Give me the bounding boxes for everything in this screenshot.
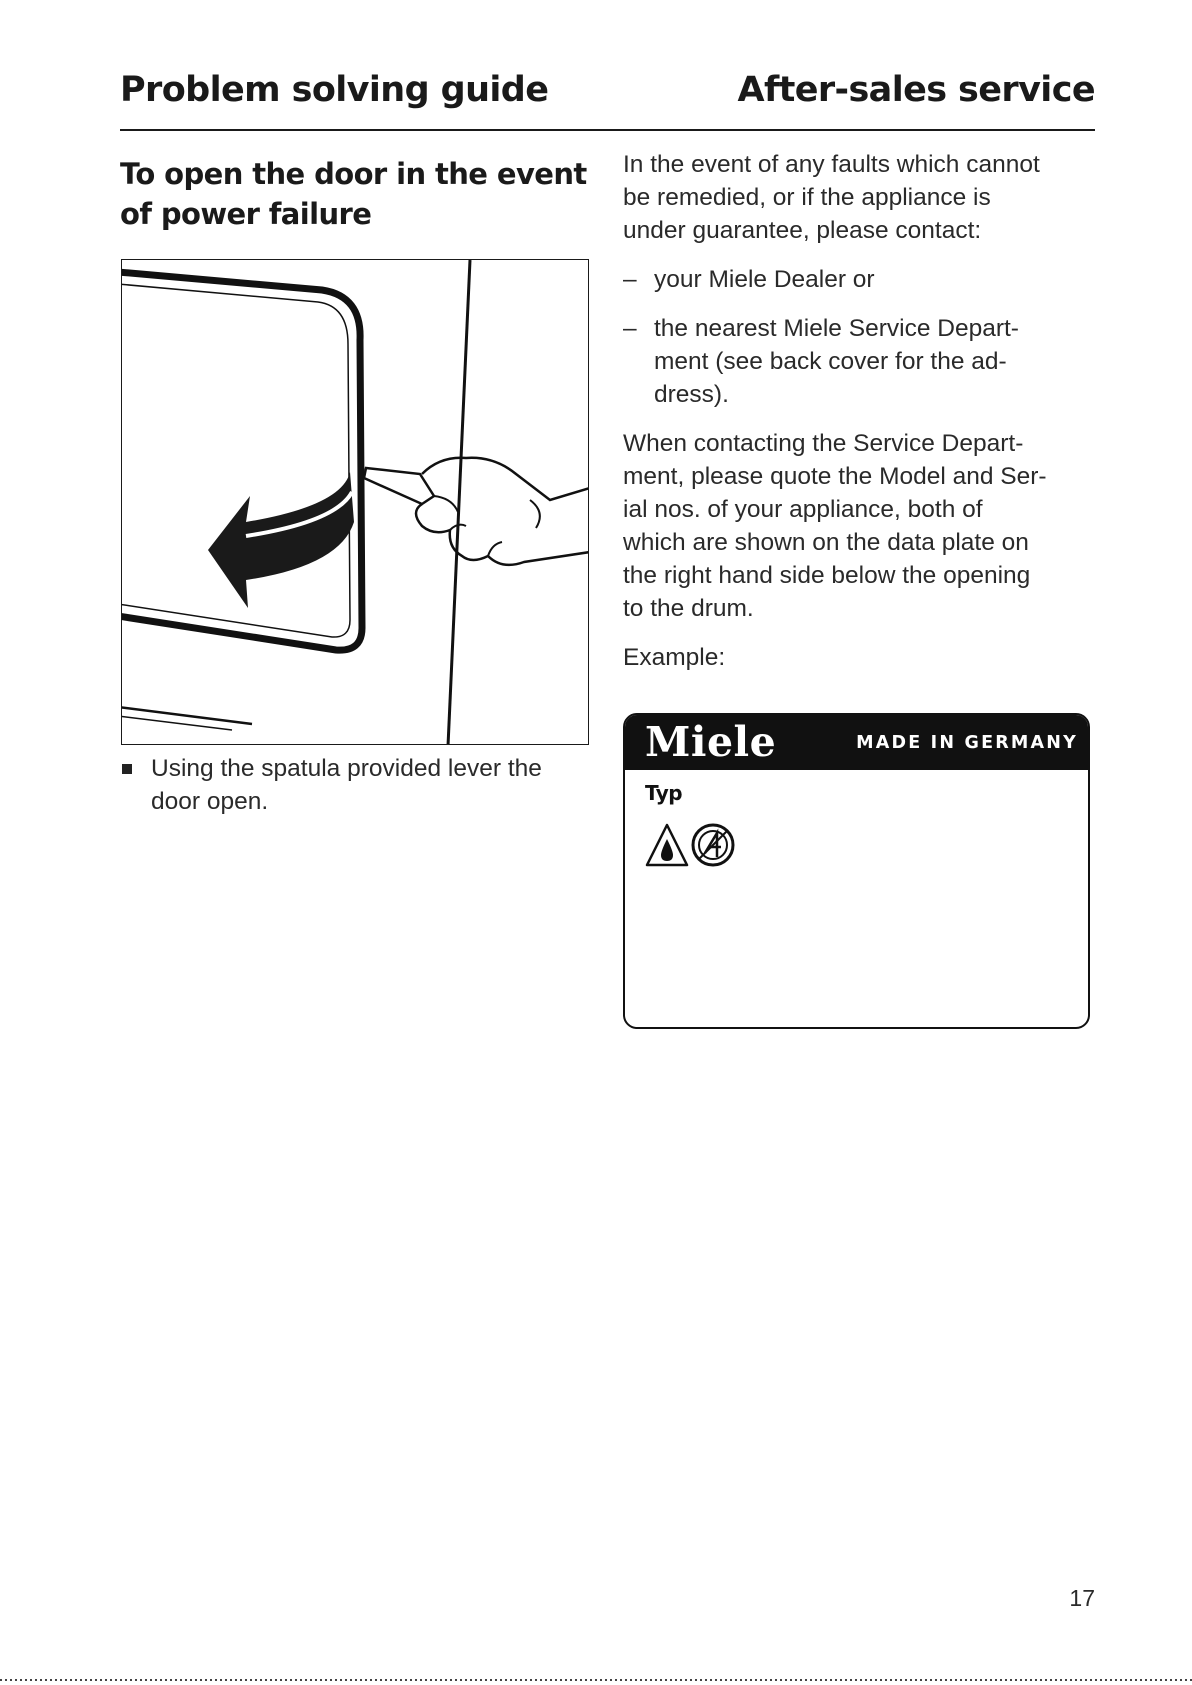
data-plate <box>623 713 1090 1029</box>
instruction-text <box>151 752 590 818</box>
instruction-step <box>120 752 590 818</box>
page-number: 17 <box>1069 1585 1095 1611</box>
warning-triangle-icon <box>647 825 687 865</box>
text-line: to the drum. <box>623 595 754 622</box>
wrap-symbol-icon <box>693 825 733 865</box>
intro-paragraph <box>623 148 1093 247</box>
text-line: your Miele Dealer or <box>654 266 875 293</box>
after-sales-text <box>623 148 1093 690</box>
bottom-edge-dots <box>0 1679 1192 1681</box>
contact-list <box>623 263 1093 411</box>
text-line: ment, please quote the Model and Ser- <box>623 463 1047 490</box>
plate-symbols <box>645 821 745 871</box>
text-line: ial nos. of your appliance, both of <box>623 496 983 523</box>
text-line: In the event of any faults which cannot <box>623 151 1040 178</box>
dash-marker: – <box>623 266 637 293</box>
header-rule <box>120 129 1095 131</box>
example-label: Example: <box>623 644 726 671</box>
instruction-line: Using the spatula provided lever the <box>151 755 542 782</box>
list-item <box>623 312 1093 411</box>
text-line: which are shown on the data plate on <box>623 529 1029 556</box>
header-right-title: After-sales service <box>737 70 1095 110</box>
instruction-line: door open. <box>151 788 269 815</box>
miele-logo: Miele <box>645 718 777 766</box>
contact-paragraph <box>623 427 1093 625</box>
text-line: the right hand side below the opening <box>623 562 1031 589</box>
dash-marker: – <box>623 315 637 342</box>
text-line: dress). <box>654 381 729 408</box>
data-plate-header <box>625 715 1088 770</box>
section-title-line: of power failure <box>120 197 372 231</box>
text-line: the nearest Miele Service Depart- <box>654 315 1019 342</box>
type-label: Typ <box>645 781 683 805</box>
text-line: ment (see back cover for the ad- <box>654 348 1007 375</box>
section-title-line: To open the door in the event <box>120 157 587 191</box>
square-bullet-icon <box>122 764 132 774</box>
text-line: be remedied, or if the appliance is <box>623 184 991 211</box>
list-item <box>623 263 1093 296</box>
text-line: When contacting the Service Depart- <box>623 430 1024 457</box>
section-title <box>120 154 590 234</box>
made-in-label: MADE IN GERMANY <box>856 733 1078 753</box>
text-line: under guarantee, please contact: <box>623 217 982 244</box>
header-left-title: Problem solving guide <box>120 70 549 110</box>
door-opening-illustration <box>121 259 589 745</box>
